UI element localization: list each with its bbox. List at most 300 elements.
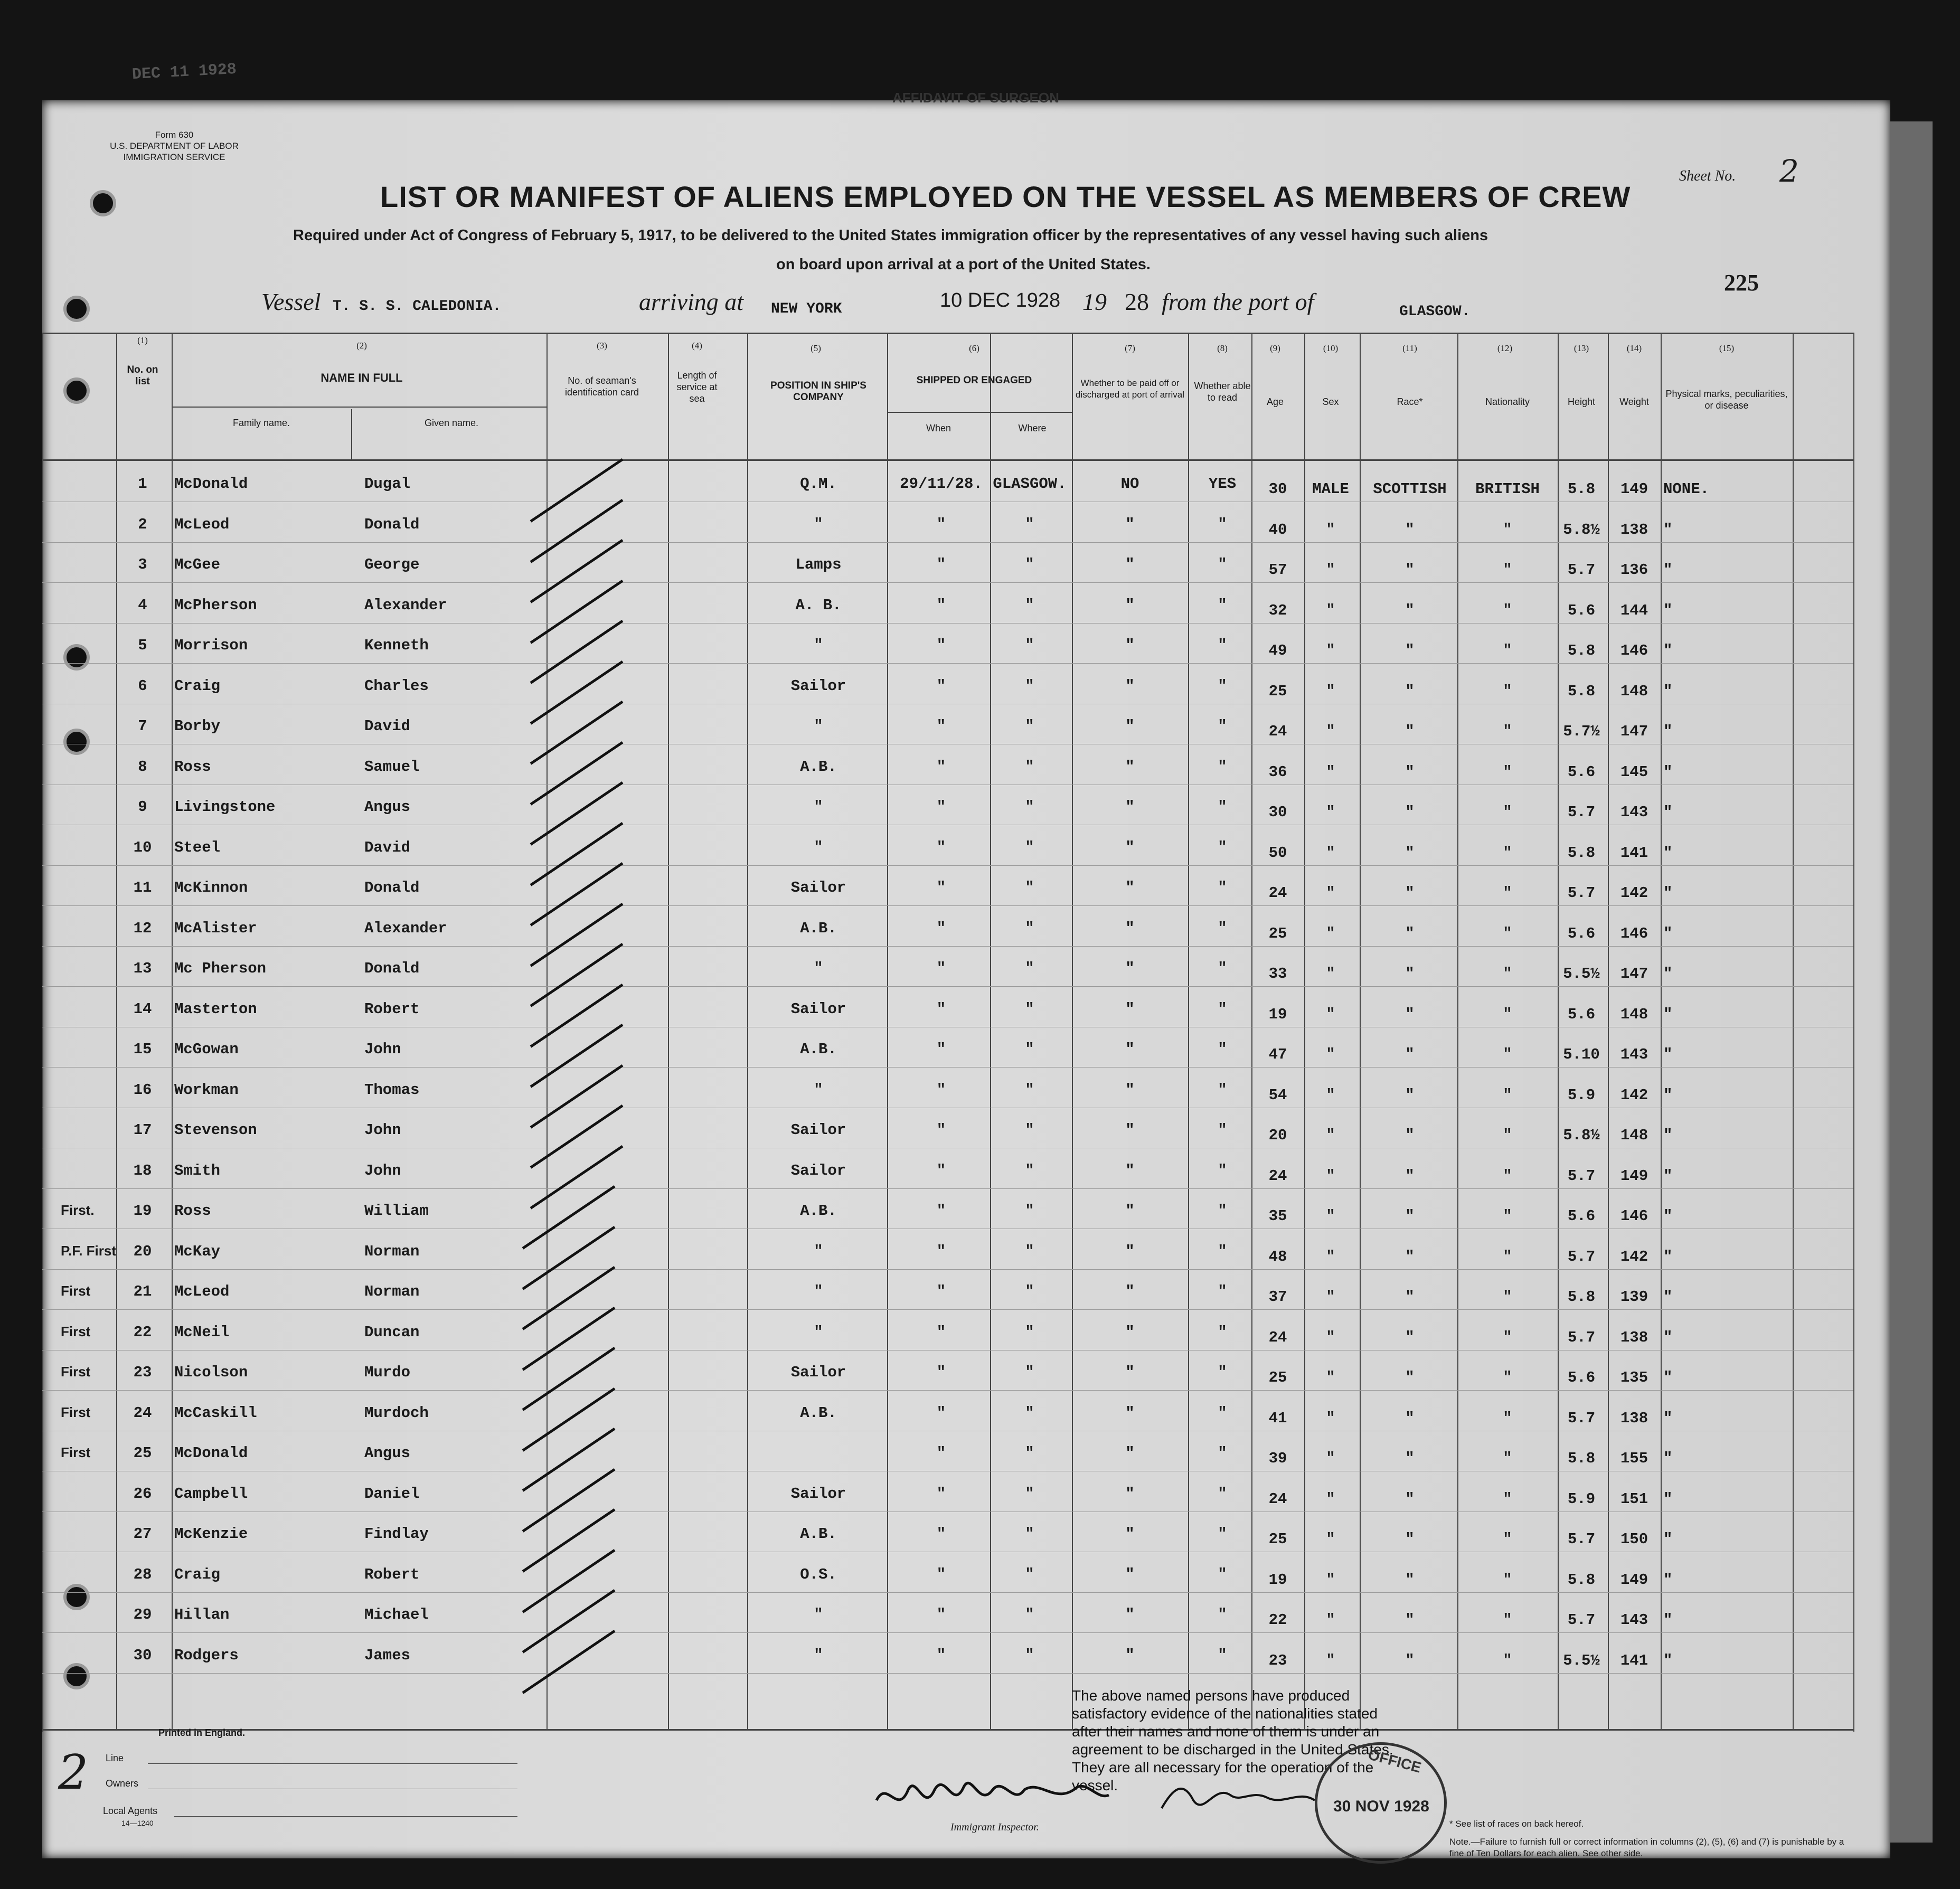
age: 24 [1268, 1167, 1287, 1185]
stamp-office-text: OFFICE [1366, 1746, 1424, 1776]
row-number: 19 [133, 1202, 152, 1220]
sex: " [1326, 1409, 1335, 1427]
height: 5.6 [1567, 924, 1596, 942]
col-header-where: Where [1018, 423, 1047, 433]
able-to-read: " [1218, 1606, 1227, 1623]
col-header-paid-off: Whether to be paid off or discharged at port of arrival [1076, 378, 1184, 400]
sex: " [1326, 1167, 1335, 1185]
weight: 138 [1620, 1328, 1648, 1346]
line-rule [148, 1763, 517, 1764]
paid-off: NO [1120, 475, 1139, 493]
col-header-name: NAME IN FULL [321, 371, 403, 384]
sex: " [1326, 763, 1335, 781]
col-number: (13) [1573, 343, 1589, 353]
age: 41 [1268, 1409, 1287, 1427]
height: 5.9 [1567, 1086, 1596, 1104]
paid-off: " [1125, 677, 1135, 695]
paid-off: " [1125, 1565, 1135, 1583]
row-rule [42, 1309, 1853, 1310]
physical-marks: " [1663, 1207, 1673, 1225]
shipped-where: " [1025, 1000, 1034, 1018]
sex: " [1326, 1046, 1335, 1063]
shipped-where: " [1025, 1323, 1034, 1341]
col-number: (14) [1626, 343, 1642, 353]
shipped-when: " [936, 1081, 946, 1099]
shipped-when: " [936, 838, 946, 856]
height: 5.8 [1567, 1288, 1596, 1306]
age: 19 [1268, 1005, 1287, 1023]
race: " [1405, 1288, 1415, 1306]
margin-annotation: First [61, 1364, 91, 1380]
row-number: 16 [133, 1081, 152, 1099]
shipped-when: " [936, 596, 946, 614]
row-number: 2 [138, 515, 147, 533]
weight: 146 [1620, 642, 1648, 659]
shipped-when: " [936, 1242, 946, 1260]
height: 5.8½ [1563, 521, 1600, 539]
row-rule [42, 663, 1853, 664]
family-name: Stevenson [174, 1121, 257, 1139]
form-identification [95, 129, 253, 163]
age: 25 [1268, 1531, 1287, 1548]
position: " [814, 1242, 823, 1260]
weight: 148 [1620, 682, 1648, 700]
col-number: (6) [969, 343, 979, 353]
physical-marks: " [1663, 965, 1673, 983]
col-number: (8) [1217, 343, 1228, 353]
paid-off: " [1125, 1444, 1135, 1462]
shipped-when: " [936, 1404, 946, 1422]
shipped-where: " [1025, 1202, 1034, 1220]
line-label: Line [106, 1753, 124, 1763]
col-number: (4) [692, 341, 702, 351]
able-to-read: " [1218, 838, 1227, 856]
race: " [1405, 1127, 1415, 1144]
punch-hole [63, 296, 90, 322]
margin-annotation: First. [61, 1202, 95, 1218]
weight: 147 [1620, 723, 1648, 740]
weight: 149 [1620, 1167, 1648, 1185]
shipped-where: " [1025, 677, 1034, 695]
col-header-weight: Weight [1619, 396, 1649, 407]
col-header-height: Height [1567, 396, 1596, 407]
shipped-where: " [1025, 1565, 1034, 1583]
row-rule [42, 542, 1853, 543]
position: " [814, 1081, 823, 1099]
sex: " [1326, 884, 1335, 902]
given-name: Alexander [364, 919, 447, 937]
col-header-age: Age [1266, 396, 1284, 407]
family-name: McPherson [174, 596, 257, 614]
row-number: 15 [133, 1041, 152, 1058]
physical-marks: " [1663, 924, 1673, 942]
paid-off: " [1125, 1525, 1135, 1543]
race: " [1405, 601, 1415, 619]
position: " [814, 798, 823, 816]
punch-hole [63, 1663, 90, 1689]
inspector-notice: The above named persons have produced satisfactory evidence of the nationalities stated after their names and none of them is under an agreement to be discharged in the United States. They are all necessary for the operation of the vessel. [1072, 1687, 1393, 1793]
position: " [814, 717, 823, 735]
col-header-shipped: SHIPPED OR ENGAGED [916, 375, 1032, 386]
family-name: Mc Pherson [174, 960, 267, 977]
shipped-when: " [936, 556, 946, 573]
height: 5.5½ [1563, 965, 1600, 983]
family-name: McGowan [174, 1041, 239, 1058]
row-number: 26 [133, 1485, 152, 1503]
race: " [1405, 723, 1415, 740]
family-name: Masterton [174, 1000, 257, 1018]
sex: " [1326, 924, 1335, 942]
weight: 147 [1620, 965, 1648, 983]
given-name: Kenneth [364, 637, 429, 654]
margin-annotation: First [61, 1444, 91, 1460]
family-name: McKinnon [174, 879, 248, 896]
physical-marks: " [1663, 723, 1673, 740]
shipped-where: " [1025, 1525, 1034, 1543]
able-to-read: " [1218, 637, 1227, 654]
physical-marks: NONE. [1663, 480, 1710, 498]
shipped-when: " [936, 1202, 946, 1220]
weight: 138 [1620, 1409, 1648, 1427]
nationality: " [1503, 804, 1512, 821]
row-rule [42, 1632, 1853, 1633]
agents-rule [174, 1816, 517, 1817]
paid-off: " [1125, 1404, 1135, 1422]
nationality: " [1503, 1531, 1512, 1548]
position: Sailor [790, 1364, 846, 1381]
age: 30 [1268, 480, 1287, 498]
nationality: " [1503, 844, 1512, 862]
height: 5.8½ [1563, 1127, 1600, 1144]
weight: 148 [1620, 1005, 1648, 1023]
height: 5.7 [1567, 1167, 1596, 1185]
able-to-read: " [1218, 1041, 1227, 1058]
row-number: 7 [138, 717, 147, 735]
weight: 138 [1620, 521, 1648, 539]
physical-marks: " [1663, 682, 1673, 700]
col-header-physical-marks: Physical marks, peculiarities, or disease [1665, 389, 1788, 411]
agents-label: Local Agents [103, 1806, 158, 1816]
shipped-where: " [1025, 1041, 1034, 1058]
race: " [1405, 1409, 1415, 1427]
nationality: " [1503, 924, 1512, 942]
row-number: 27 [133, 1525, 152, 1543]
row-rule [42, 1067, 1853, 1068]
punch-hole [63, 644, 90, 670]
nationality: " [1503, 1571, 1512, 1589]
shipped-where: " [1025, 1121, 1034, 1139]
age: 36 [1268, 763, 1287, 781]
nationality: " [1503, 723, 1512, 740]
row-number: 1 [138, 475, 147, 493]
age: 54 [1268, 1086, 1287, 1104]
race: " [1405, 1167, 1415, 1185]
position: Sailor [790, 1000, 846, 1018]
position: Sailor [790, 677, 846, 695]
able-to-read: " [1218, 879, 1227, 896]
race: " [1405, 682, 1415, 700]
row-number: 29 [133, 1606, 152, 1623]
row-rule [42, 1188, 1853, 1189]
age: 50 [1268, 844, 1287, 862]
sex: " [1326, 804, 1335, 821]
family-name: Ross [174, 1202, 211, 1220]
col-number: (5) [811, 343, 821, 353]
height: 5.7½ [1563, 723, 1600, 740]
given-name: David [364, 717, 411, 735]
nationality: " [1503, 1207, 1512, 1225]
table-header-rule [42, 459, 1853, 461]
position: " [814, 637, 823, 654]
age: 47 [1268, 1046, 1287, 1063]
column-rule [42, 333, 43, 1732]
race-note: * See list of races on back hereof. [1449, 1819, 1584, 1829]
height: 5.8 [1567, 1571, 1596, 1589]
given-name: Angus [364, 1444, 411, 1462]
weight: 143 [1620, 1046, 1648, 1063]
weight: 146 [1620, 924, 1648, 942]
race: " [1405, 1005, 1415, 1023]
age: 25 [1268, 924, 1287, 942]
height: 5.7 [1567, 804, 1596, 821]
family-name: Livingstone [174, 798, 276, 816]
col-header-read: Whether able to read [1194, 381, 1251, 403]
sheet-label: Sheet No. [1679, 168, 1736, 184]
age: 24 [1268, 1490, 1287, 1508]
able-to-read: " [1218, 677, 1227, 695]
row-number: 13 [133, 960, 152, 977]
nationality: BRITISH [1475, 480, 1540, 498]
physical-marks: " [1663, 1167, 1673, 1185]
given-name: Findlay [364, 1525, 429, 1543]
table-bottom-rule [42, 1729, 1853, 1731]
paid-off: " [1125, 1161, 1135, 1179]
position: Sailor [790, 1121, 846, 1139]
age: 35 [1268, 1207, 1287, 1225]
race: " [1405, 804, 1415, 821]
shipped-where: " [1025, 637, 1034, 654]
height: 5.8 [1567, 682, 1596, 700]
shipped-when: " [936, 1121, 946, 1139]
paid-off: " [1125, 1364, 1135, 1381]
shipped-where: " [1025, 1606, 1034, 1623]
height: 5.8 [1567, 844, 1596, 862]
row-rule [42, 582, 1853, 583]
height: 5.6 [1567, 601, 1596, 619]
family-name: McGee [174, 556, 221, 573]
physical-marks: " [1663, 844, 1673, 862]
height: 5.8 [1567, 480, 1596, 498]
row-number: 5 [138, 637, 147, 654]
nationality: " [1503, 1248, 1512, 1265]
family-name: Morrison [174, 637, 248, 654]
able-to-read: " [1218, 1646, 1227, 1664]
shipped-when: " [936, 1646, 946, 1664]
position: Sailor [790, 879, 846, 896]
race: " [1405, 924, 1415, 942]
race: " [1405, 1086, 1415, 1104]
margin-mark: 2 [58, 1745, 89, 1800]
physical-marks: " [1663, 884, 1673, 902]
sex: " [1326, 1611, 1335, 1629]
paid-off: " [1125, 1081, 1135, 1099]
position: " [814, 1646, 823, 1664]
race: " [1405, 1248, 1415, 1265]
nationality: " [1503, 601, 1512, 619]
able-to-read: " [1218, 1364, 1227, 1381]
nationality: " [1503, 1651, 1512, 1669]
sex: " [1326, 1571, 1335, 1589]
shipped-where: " [1025, 717, 1034, 735]
able-to-read: " [1218, 960, 1227, 977]
given-name: Donald [364, 960, 420, 977]
able-to-read: " [1218, 798, 1227, 816]
shipped-when: " [936, 919, 946, 937]
sex: " [1326, 601, 1335, 619]
shipped-where: " [1025, 1404, 1034, 1422]
shipped-when: " [936, 758, 946, 776]
able-to-read: " [1218, 1565, 1227, 1583]
physical-marks: " [1663, 804, 1673, 821]
paid-off: " [1125, 1242, 1135, 1260]
able-to-read: " [1218, 1444, 1227, 1462]
physical-marks: " [1663, 1571, 1673, 1589]
subtitle-line-1: Required under Act of Congress of February 5, 1917, to be delivered to the United States immigration officer by the representatives of any vessel having such aliens [293, 227, 1488, 244]
row-number: 9 [138, 798, 147, 816]
age: 49 [1268, 642, 1287, 659]
shipped-where: " [1025, 596, 1034, 614]
race: " [1405, 1531, 1415, 1548]
sex: " [1326, 844, 1335, 862]
age: 23 [1268, 1651, 1287, 1669]
shipped-where: " [1025, 879, 1034, 896]
nationality: " [1503, 884, 1512, 902]
paid-off: " [1125, 919, 1135, 937]
age: 30 [1268, 804, 1287, 821]
height: 5.9 [1567, 1490, 1596, 1508]
able-to-read: " [1218, 717, 1227, 735]
shipped-when: " [936, 1323, 946, 1341]
able-to-read: " [1218, 919, 1227, 937]
row-number: 24 [133, 1404, 152, 1422]
given-name: Alexander [364, 596, 447, 614]
page-edge [1890, 121, 1933, 1843]
year: 28 [1125, 288, 1149, 315]
col-header-nationality: Nationality [1485, 396, 1530, 407]
sex: " [1326, 1651, 1335, 1669]
weight: 146 [1620, 1207, 1648, 1225]
weight: 139 [1620, 1288, 1648, 1306]
weight: 142 [1620, 884, 1648, 902]
row-rule [42, 905, 1853, 906]
shipped-where: " [1025, 1444, 1034, 1462]
row-rule [42, 946, 1853, 947]
given-name: Dugal [364, 475, 411, 493]
physical-marks: " [1663, 1086, 1673, 1104]
family-name: Smith [174, 1161, 221, 1179]
shipped-when: " [936, 1161, 946, 1179]
form-code: 14—1240 [121, 1819, 154, 1827]
shipped-when: " [936, 1283, 946, 1300]
col-number: (9) [1270, 343, 1280, 353]
height: 5.7 [1567, 561, 1596, 579]
physical-marks: " [1663, 521, 1673, 539]
col-number: (10) [1323, 343, 1339, 353]
paid-off: " [1125, 637, 1135, 654]
paid-off: " [1125, 717, 1135, 735]
family-name: Hillan [174, 1606, 230, 1623]
shipped-when: " [936, 960, 946, 977]
row-number: 11 [133, 879, 152, 896]
position: " [814, 1283, 823, 1300]
position: A.B. [800, 919, 837, 937]
row-number: 4 [138, 596, 147, 614]
nationality: " [1503, 642, 1512, 659]
given-name: Thomas [364, 1081, 420, 1099]
weight: 143 [1620, 1611, 1648, 1629]
punch-hole [63, 729, 90, 755]
col-header-given: Given name. [424, 418, 479, 428]
row-number: 18 [133, 1161, 152, 1179]
position: " [814, 960, 823, 977]
height: 5.6 [1567, 1207, 1596, 1225]
able-to-read: " [1218, 1485, 1227, 1503]
col-header-position: POSITION IN SHIP'S COMPANY [770, 380, 866, 403]
row-number: 12 [133, 919, 152, 937]
nationality: " [1503, 561, 1512, 579]
sex: " [1326, 1369, 1335, 1386]
nationality: " [1503, 1005, 1512, 1023]
physical-marks: " [1663, 1450, 1673, 1467]
weight: 149 [1620, 480, 1648, 498]
age: 48 [1268, 1248, 1287, 1265]
height: 5.7 [1567, 1531, 1596, 1548]
physical-marks: " [1663, 1531, 1673, 1548]
position: " [814, 515, 823, 533]
departure-port: GLASGOW. [1399, 304, 1471, 320]
age: 24 [1268, 1328, 1287, 1346]
col-number: (12) [1497, 343, 1513, 353]
col-header-service: Length of service at sea [676, 370, 718, 404]
able-to-read: YES [1208, 475, 1237, 493]
physical-marks: " [1663, 642, 1673, 659]
age: 39 [1268, 1450, 1287, 1467]
family-name: McKenzie [174, 1525, 248, 1543]
col-header-when: When [926, 423, 951, 433]
family-name: Craig [174, 677, 221, 695]
table-top-rule [42, 333, 1853, 334]
row-rule [42, 1673, 1853, 1674]
sex: " [1326, 682, 1335, 700]
sex: " [1326, 561, 1335, 579]
row-number: 21 [133, 1283, 152, 1300]
nationality: " [1503, 1288, 1512, 1306]
height: 5.6 [1567, 1005, 1596, 1023]
arrival-date-stamp: 10 DEC 1928 [940, 289, 1061, 311]
family-name: McDonald [174, 475, 248, 493]
vessel-name: T. S. S. CALEDONIA. [333, 298, 502, 315]
weight: 150 [1620, 1531, 1648, 1548]
family-name: Steel [174, 838, 221, 856]
paid-off: " [1125, 556, 1135, 573]
age: 40 [1268, 521, 1287, 539]
physical-marks: " [1663, 1288, 1673, 1306]
given-name: Samuel [364, 758, 420, 776]
family-name: McLeod [174, 515, 230, 533]
shipped-where: " [1025, 1364, 1034, 1381]
race: " [1405, 561, 1415, 579]
sex: " [1326, 642, 1335, 659]
